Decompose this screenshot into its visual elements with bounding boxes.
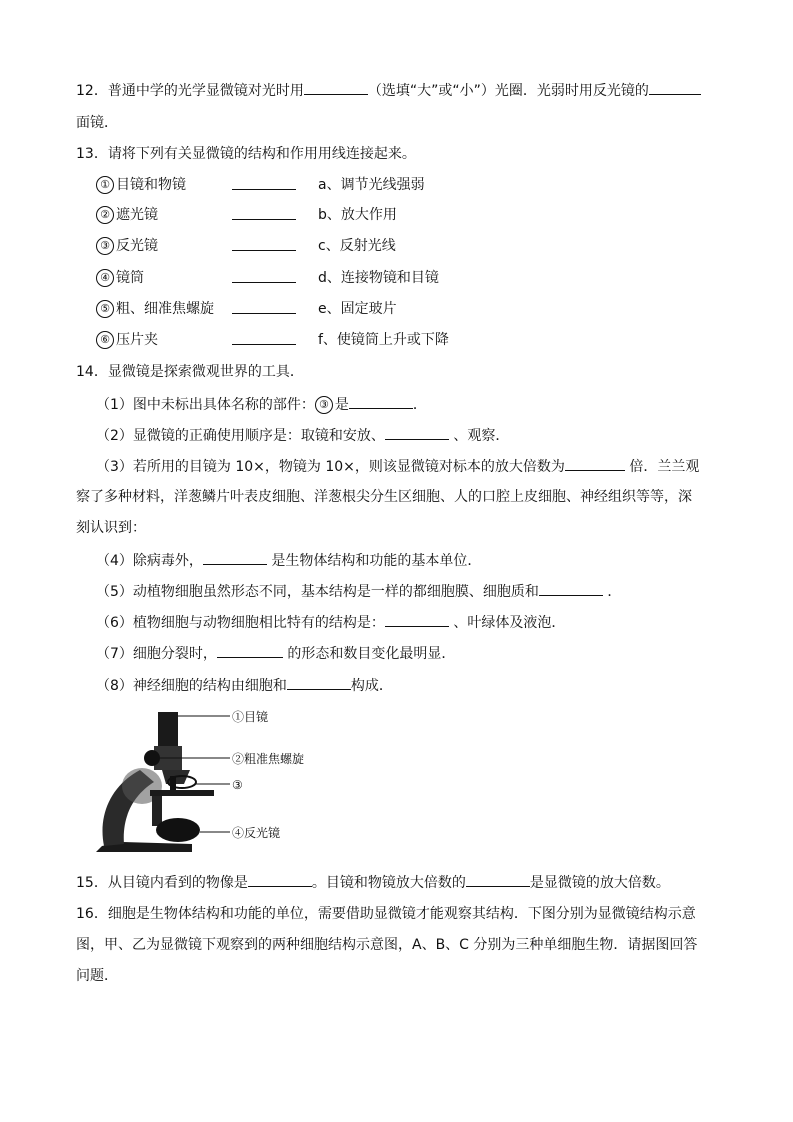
q13-row (0, 205, 793, 225)
q13-blank[interactable] (232, 236, 296, 251)
q14-blank-3[interactable] (565, 456, 625, 471)
q13-row-number: ⑤ (96, 300, 114, 318)
q14-part8: （8）神经细胞的结构由细胞和 构成． (96, 675, 393, 696)
q15-blank-1[interactable] (248, 872, 312, 887)
q13-blank[interactable] (232, 175, 296, 190)
q14-part1: （1）图中未标出具体名称的部件： ③ 是 ． (96, 394, 427, 415)
q15-blank-2[interactable] (466, 872, 530, 887)
q12-blank-2[interactable] (649, 80, 701, 95)
q13-function: e、固定玻片 (318, 301, 397, 317)
q14-blank-4[interactable] (203, 550, 267, 565)
q13-structure: 遮光镜 (116, 207, 158, 223)
q13-stem: 13．请将下列有关显微镜的结构和作用用线连接起来。 (76, 146, 416, 162)
figure-label-eyepiece: ①目镜 (232, 710, 269, 724)
figure-label-3: ③ (232, 778, 243, 792)
figure-label-coarse-focus: ②粗准焦螺旋 (232, 752, 305, 766)
q14-part3-line3: 刻认识到： (76, 520, 146, 536)
q14-blank-5[interactable] (539, 581, 603, 596)
q13-row (0, 236, 793, 256)
q12-blank-1[interactable] (304, 80, 368, 95)
q14-blank-8[interactable] (287, 675, 351, 690)
q14-part6: （6）植物细胞与动物细胞相比特有的结构是： 、叶绿体及液泡． (96, 612, 565, 633)
q15-line: 15．从目镜内看到的物像是 。目镜和物镜放大倍数的 是显微镜的放大倍数。 (76, 872, 670, 893)
q16-line2: 图，甲、乙为显微镜下观察到的两种细胞结构示意图，A、B、C 分别为三种单细胞生物．请据图回答 (76, 937, 698, 953)
microscope-drawing (92, 706, 332, 862)
q14-part5: （5）动植物细胞虽然形态不同，基本结构是一样的都细胞膜、细胞质和 ． (96, 581, 621, 602)
q14-part4: （4）除病毒外， 是生物体结构和功能的基本单位． (96, 550, 481, 571)
q14-part2: （2）显微镜的正确使用顺序是：取镜和安放、 、观察． (96, 425, 509, 446)
q13-structure: 反光镜 (116, 238, 158, 254)
coarse-focus-knob (144, 750, 160, 766)
q13-structure: 目镜和物镜 (116, 177, 186, 193)
q14-stem: 14．显微镜是探索微观世界的工具． (76, 364, 304, 380)
q13-structure: 镜筒 (116, 270, 144, 286)
q13-function: b、放大作用 (318, 207, 397, 223)
microscope-figure (92, 706, 332, 862)
q13-structure: 压片夹 (116, 332, 158, 348)
q14-part3: （3）若所用的目镜为 10×，物镜为 10×，则该显微镜对标本的放大倍数为 倍．兰兰观 (96, 456, 699, 477)
q13-function: f、使镜筒上升或下降 (318, 332, 449, 348)
q13-blank[interactable] (232, 299, 296, 314)
q13-blank[interactable] (232, 268, 296, 283)
q13-row-number: ② (96, 206, 114, 224)
q13-row-number: ⑥ (96, 331, 114, 349)
q14-part1-number: ③ (315, 396, 333, 414)
q13-blank[interactable] (232, 330, 296, 345)
q12-line2: 面镜． (76, 115, 118, 131)
q13-function: c、反射光线 (318, 238, 396, 254)
stage (150, 790, 214, 796)
q13-function: a、调节光线强弱 (318, 177, 425, 193)
q16-line1: 16．细胞是生物体结构和功能的单位，需要借助显微镜才能观察其结构．下图分别为显微镜结构示意 (76, 906, 696, 922)
q12-line1: 12．普通中学的光学显微镜对光时用 （选填“大”或“小”）光圈．光弱时用反光镜的 (76, 80, 701, 101)
figure-label-mirror: ④反光镜 (232, 826, 281, 840)
q13-row (0, 299, 793, 319)
q14-part7: （7）细胞分裂时， 的形态和数目变化最明显． (96, 643, 455, 664)
q14-part3-line2: 察了多种材料，洋葱鳞片叶表皮细胞、洋葱根尖分生区细胞、人的口腔上皮细胞、神经组织等等，深 (76, 489, 692, 505)
q13-function: d、连接物镜和目镜 (318, 270, 439, 286)
q13-row (0, 330, 793, 350)
q14-blank-2[interactable] (385, 425, 449, 440)
q13-row-number: ③ (96, 237, 114, 255)
q13-structure: 粗、细准焦螺旋 (116, 301, 214, 317)
q13-row-number: ① (96, 176, 114, 194)
q13-blank[interactable] (232, 205, 296, 220)
q16-line3: 问题． (76, 968, 118, 984)
q13-row (0, 268, 793, 288)
pillar (152, 796, 162, 826)
q14-blank-7[interactable] (217, 643, 283, 658)
mirror (156, 818, 200, 842)
q14-blank-1[interactable] (349, 394, 413, 409)
q14-blank-6[interactable] (385, 612, 449, 627)
q13-row-number: ④ (96, 269, 114, 287)
q13-row (0, 175, 793, 195)
